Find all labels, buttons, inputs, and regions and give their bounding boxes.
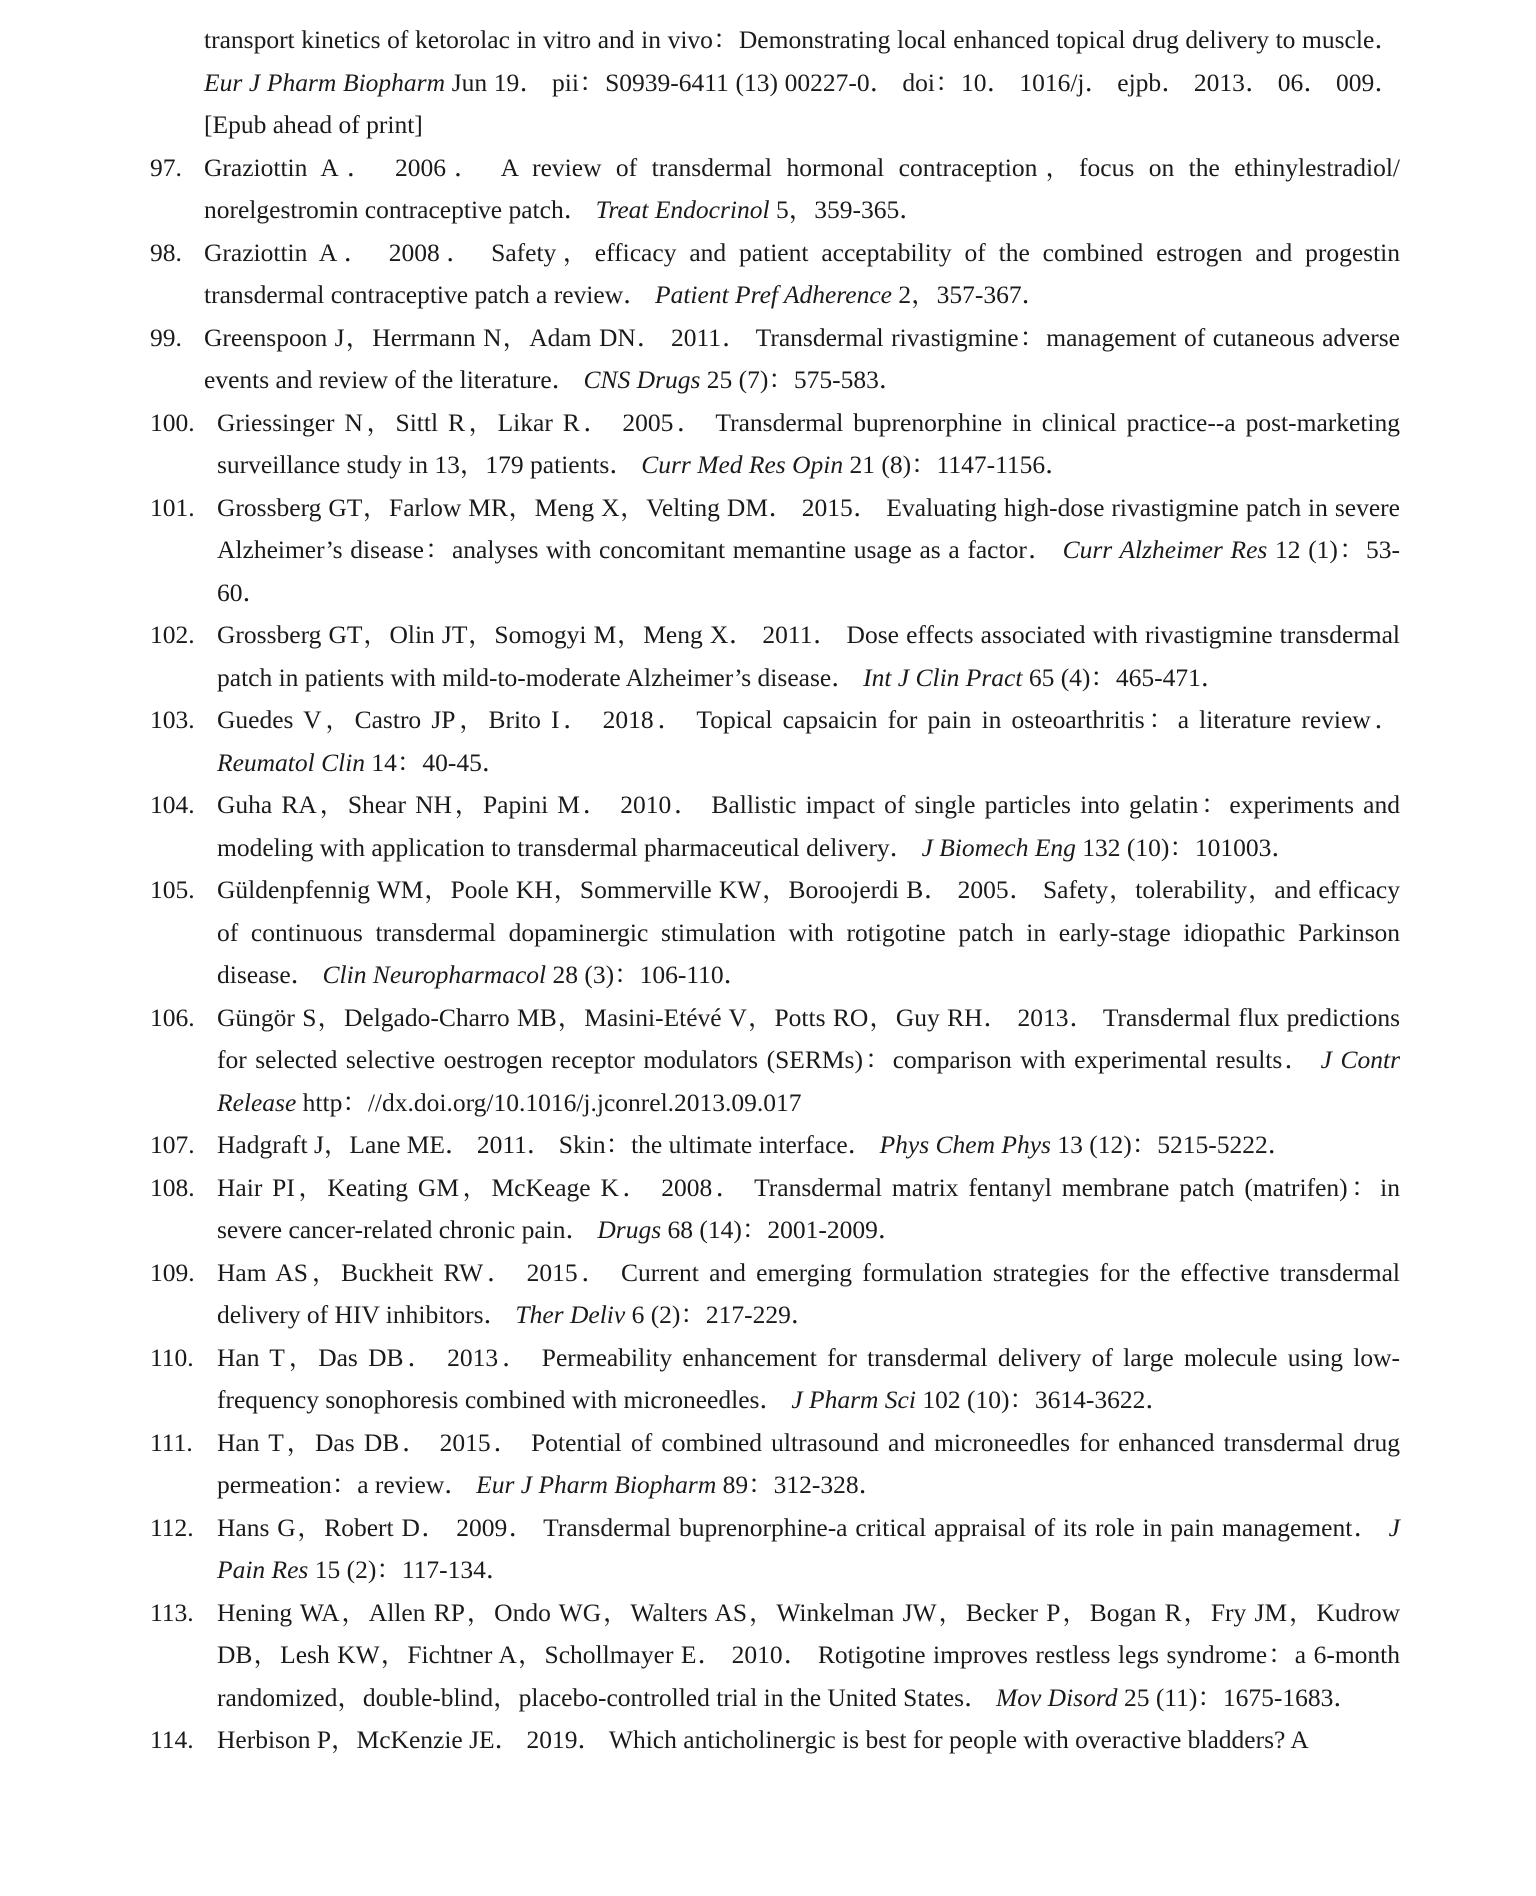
reference-citation: 132 (10)：101003． xyxy=(1075,832,1297,862)
reference-number: 103. xyxy=(150,705,195,734)
reference-text: Hans G，Robert D． 2009． Transdermal buprenorphine-a critical appraisal of its role in pain management． xyxy=(217,1512,1381,1542)
journal-name: CNS Drugs xyxy=(583,365,701,394)
journal-name: Eur J Pharm Biopharm xyxy=(204,67,446,97)
reference-number: 108. xyxy=(150,1172,195,1202)
reference-number: 101. xyxy=(150,492,195,522)
journal-name: Curr Alzheimer Res xyxy=(1062,535,1268,564)
reference-number: 113. xyxy=(150,1597,194,1627)
reference-number: 107. xyxy=(150,1130,195,1159)
reference-item-110 xyxy=(0,1337,1400,1422)
reference-citation: 25 (11)：1675-1683． xyxy=(1117,1682,1359,1712)
reference-item-108 xyxy=(0,1167,1400,1252)
reference-text: Han T，Das DB． 2013． Permeability enhancement for transdermal delivery of large molecule using low-frequency sonophoresis combined with microneedles． xyxy=(217,1342,1400,1414)
reference-text: Hening WA，Allen RP，Ondo WG，Walters AS，Winkelman JW，Becker P，Bogan R，Fry JM，Kudrow DB，Lesh KW，Fichtner A，Schollmayer E． 2010． Rotigotine improves restless legs syndrome：a 6-month randomized，double-blind，placebo-controlled trial in the United States． xyxy=(217,1597,1400,1712)
reference-number: 97. xyxy=(150,152,182,182)
reference-number: 114. xyxy=(150,1725,194,1754)
reference-citation: Jun 19． pii：S0939-6411 (13) 00227-0． doi：10． 1016/j． ejpb． 2013． 06． 009． [Epub ahead of print] xyxy=(204,67,1401,139)
reference-citation: 65 (4)：465-471． xyxy=(1022,662,1227,692)
reference-number: 109. xyxy=(150,1257,195,1287)
journal-name: Phys Chem Phys xyxy=(879,1130,1051,1159)
reference-citation: 12 (1)：53-60． xyxy=(217,535,1401,607)
reference-text: Guha RA，Shear NH，Papini M． 2010． Ballistic impact of single particles into gelatin：experiments and modeling with application to transdermal pharmaceutical delivery． xyxy=(217,790,1400,862)
reference-number: 106. xyxy=(150,1002,195,1032)
reference-citation: 21 (8)：1147-1156． xyxy=(843,450,1071,479)
journal-name: J Pain Res xyxy=(217,1512,1400,1584)
reference-item-106 xyxy=(0,997,1400,1125)
reference-item-101 xyxy=(0,487,1400,615)
journal-name: J Contr Release xyxy=(217,1045,1401,1117)
reference-list xyxy=(0,19,1536,1762)
reference-item-105 xyxy=(0,869,1400,997)
reference-item-98 xyxy=(0,232,1400,317)
reference-citation: 13 (12)：5215-5222． xyxy=(1050,1130,1294,1159)
reference-item-109 xyxy=(0,1252,1400,1337)
journal-name: Treat Endocrinol xyxy=(595,195,770,224)
reference-citation: 6 (2)：217-229． xyxy=(625,1300,817,1329)
journal-name: Ther Deliv xyxy=(515,1300,626,1329)
reference-text: Graziottin A． 2008． Safety，efficacy and patient acceptability of the combined estrogen and progestin transdermal contraceptive patch a review． xyxy=(204,237,1400,309)
reference-text: Ham AS，Buckheit RW． 2015． Current and emerging formulation strategies for the effective transdermal delivery of HIV inhibitors． xyxy=(217,1257,1400,1329)
journal-name: Drugs xyxy=(597,1215,662,1244)
reference-text: Griessinger N，Sittl R，Likar R． 2005． Transdermal buprenorphine in clinical practice--a post-marketing surveillance study in 13，179 patients． xyxy=(217,407,1400,479)
reference-item-112 xyxy=(0,1507,1400,1592)
reference-item-continued xyxy=(0,19,1400,147)
journal-name: J Biomech Eng xyxy=(921,832,1076,862)
reference-text: Grossberg GT，Farlow MR，Meng X，Velting DM． 2015． Evaluating high-dose rivastigmine patch in severe Alzheimer’s disease：analyses with concomitant memantine usage as a factor． xyxy=(217,492,1400,564)
journal-name: Mov Disord xyxy=(995,1682,1118,1712)
reference-text: Grossberg GT，Olin JT，Somogyi M，Meng X． 2011． Dose effects associated with rivastigmine transdermal patch in patients with mild-to-moderate Alzheimer’s disease． xyxy=(217,620,1400,692)
reference-text: transport kinetics of ketorolac in vitro and in vivo：Demonstrating local enhanced topical drug delivery to muscle． xyxy=(204,25,1400,54)
journal-name: Clin Neuropharmacol xyxy=(322,960,547,989)
reference-text: Hair PI，Keating GM，McKeage K． 2008． Transdermal matrix fentanyl membrane patch (matrifen)：in severe cancer-related chronic pain． xyxy=(217,1172,1400,1244)
reference-item-97 xyxy=(0,147,1400,232)
reference-item-102 xyxy=(0,614,1400,699)
reference-citation: 89：312-328． xyxy=(716,1470,885,1499)
reference-number: 111. xyxy=(150,1427,193,1457)
reference-citation: 15 (2)：117-134． xyxy=(308,1555,512,1584)
reference-item-113 xyxy=(0,1592,1400,1720)
journal-name: Patient Pref Adherence xyxy=(655,280,892,309)
reference-number: 105. xyxy=(150,875,195,904)
reference-item-103 xyxy=(0,699,1400,784)
reference-text: Güngör S，Delgado-Charro MB，Masini-Etévé V，Potts RO，Guy RH． 2013． Transdermal flux predictions for selected selective oestrogen receptor modulators (SERMs)：comparison with experimental results． xyxy=(217,1002,1400,1074)
reference-text: Herbison P，McKenzie JE． 2019． Which anticholinergic is best for people with overactive bladders? A xyxy=(217,1725,1309,1754)
reference-item-100 xyxy=(0,402,1400,487)
reference-citation: 102 (10)：3614-3622． xyxy=(915,1385,1171,1414)
reference-number: 104. xyxy=(150,790,195,819)
reference-citation: 2，357-367． xyxy=(891,280,1048,309)
reference-text: Guedes V，Castro JP，Brito I． 2018． Topical capsaicin for pain in osteoarthritis：a literature review． xyxy=(217,705,1400,734)
journal-name: Int J Clin Pract xyxy=(863,662,1023,692)
reference-citation: 14：40-45． xyxy=(365,747,508,777)
reference-citation: 28 (3)：106-110． xyxy=(546,960,750,989)
journal-name: Curr Med Res Opin xyxy=(641,450,844,479)
reference-text: Greenspoon J，Herrmann N，Adam DN． 2011． Transdermal rivastigmine：management of cutaneous adverse events and review of the literature． xyxy=(204,322,1400,394)
reference-item-99 xyxy=(0,317,1400,402)
reference-text: Han T，Das DB． 2015． Potential of combined ultrasound and microneedles for enhanced transdermal drug permeation：a review． xyxy=(217,1427,1400,1499)
reference-number: 110. xyxy=(150,1342,194,1372)
reference-item-114 xyxy=(0,1719,1400,1762)
journal-name: Reumatol Clin xyxy=(217,747,366,777)
reference-number: 100. xyxy=(150,407,195,437)
reference-text: Güldenpfennig WM，Poole KH，Sommerville KW，Boroojerdi B． 2005． Safety，tolerability，and efficacy of continuous transdermal dopaminergic stimulation with rotigotine patch in early-stage idiopathic Parkinson disease． xyxy=(217,875,1400,989)
reference-item-107 xyxy=(0,1124,1400,1167)
reference-text: Hadgraft J，Lane ME． 2011． Skin：the ultimate interface． xyxy=(217,1130,874,1159)
reference-text: Graziottin A． 2006． A review of transdermal hormonal contraception，focus on the ethinylestradiol/ norelgestromin contraceptive patch． xyxy=(204,152,1400,224)
reference-item-111 xyxy=(0,1422,1400,1507)
reference-citation: 5，359-365． xyxy=(769,195,925,224)
reference-number: 102. xyxy=(150,620,195,649)
reference-citation: 68 (14)：2001-2009． xyxy=(661,1215,904,1244)
journal-name: J Pharm Sci xyxy=(791,1385,916,1414)
reference-item-104 xyxy=(0,784,1400,869)
reference-number: 99. xyxy=(150,322,182,352)
reference-citation: 25 (7)：575-583． xyxy=(700,365,905,394)
reference-number: 98. xyxy=(150,237,182,267)
reference-citation: http：//dx.doi.org/10.1016/j.jconrel.2013.09.017 xyxy=(296,1087,802,1117)
reference-number: 112. xyxy=(150,1512,194,1542)
journal-name: Eur J Pharm Biopharm xyxy=(476,1470,717,1499)
